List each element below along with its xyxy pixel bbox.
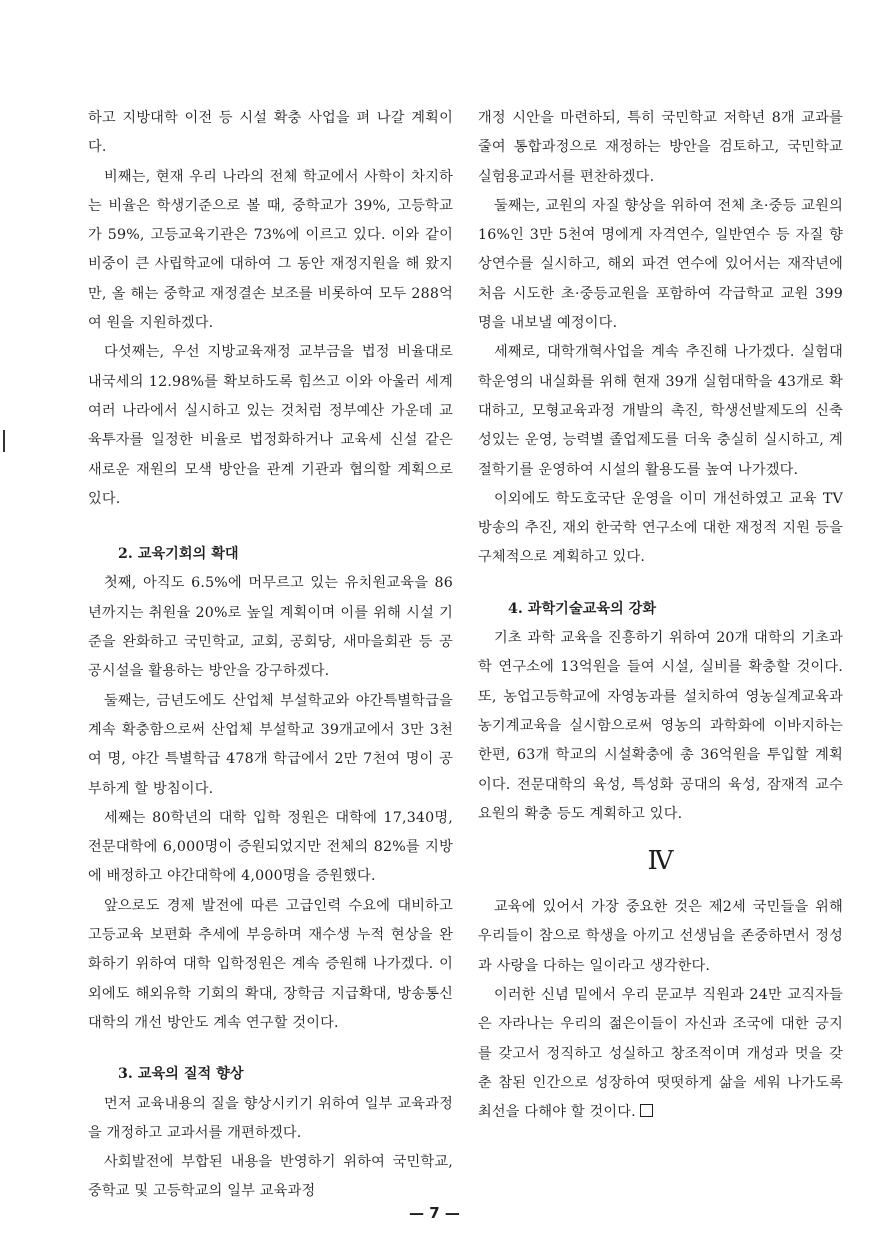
paragraph: 둘째는, 교원의 자질 향상을 위하여 전체 초·중등 교원의 16%인 3만 5천여 명에게 자격연수, 일반연수 등 자질 향상연수를 실시하고, 해외 파견 연수에 있어서는 재작년에 처음 시도한 초·중등교원을 포함하여 각급학교 교원 399명을 내보낼 예정이다. <box>478 197 843 332</box>
paragraph: 세째로, 대학개혁사업을 계속 추진해 나가겠다. 실험대학운영의 내실화를 위해 현재 39개 실험대학을 43개로 확대하고, 모형교육과정 개발의 촉진, 학생선발제도의 신축성있는 운영, 능력별 졸업제도를 더욱 충실히 실시하고, 계절학기를 운영하여 시설의 활용도를 높여 나가겠다. <box>478 344 843 478</box>
section-heading-4: 4. 과학기술교육의 강화 <box>508 600 657 617</box>
paragraph: 개정 시안을 마련하되, 특히 국민학교 저학년 8개 교과를 줄여 통합과정으로 재정하는 방안을 검토하고, 국민학교 실험용교과서를 편찬하겠다. <box>478 110 843 185</box>
paragraph: 비째는, 현재 우리 나라의 전체 학교에서 사학이 차지하는 비율은 학생기준으로 볼 때, 중학교가 39%, 고등학교가 59%, 고등교육기관은 73%에 이르고 있다. 이와 같이 비중이 큰 사립학교에 대하여 그 동안 재정지원을 해 왔지만, 올 해는 중학교 재정결손 보조를 비롯하여 모두 288억여 원을 지원하겠다. <box>88 168 453 332</box>
end-mark-icon <box>640 1104 653 1117</box>
roman-numeral-heading: Ⅳ <box>647 846 674 877</box>
paragraph: 세째는 80학년의 대학 입학 정원은 대학에 17,340명, 전문대학에 6,000명이 증원되었지만 전체의 82%를 지방에 배정하고 야간대학에 4,000명을 증원했다. <box>88 809 453 885</box>
scan-edge-mark <box>3 430 5 452</box>
paragraph: 다섯째는, 우선 지방교육재정 교부금을 법정 비율대로 내국세의 12.98%를 확보하도록 힘쓰고 이와 아울러 세계 여러 나라에서 실시하고 있는 것처럼 정부예산 가운데 교육투자를 일정한 비율로 법정화하거나 교육세 신설 같은 새로운 재원의 모색 방안을 관계 기관과 협의할 계획으로 있다. <box>88 344 453 507</box>
paragraph: 기초 과학 교육을 진흥하기 위하여 20개 대학의 기초과학 연구소에 13억원을 들여 시설, 실비를 확충할 것이다. 또, 농업고등학교에 자영농과를 설치하여 영농실계교육과 농기계교육을 실시함으로써 영농의 과학화에 이바지하는 한편, 63개 학교의 시설확충에 총 36억원을 투입할 계획이다. 전문대학의 육성, 특성화 공대의 육성, 잠재적 교수요원의 확충 등도 계획하고 있다. <box>478 630 843 822</box>
paragraph: 사회발전에 부합된 내용을 반영하기 위하여 국민학교, 중학교 및 고등학교의 일부 교육과정 <box>88 1154 453 1200</box>
page-number: — 7 — <box>409 1204 460 1222</box>
paragraph: 첫째, 아직도 6.5%에 머무르고 있는 유치원교육을 86년까지는 취원율 20%로 높일 계획이며 이를 위해 시설 기준을 완화하고 국민학교, 교회, 공회당, 새마을회관 등 공공시설을 활용하는 방안을 강구하겠다. <box>88 575 453 680</box>
left-column <box>88 104 453 1207</box>
paragraph: 교육에 있어서 가장 중요한 것은 제2세 국민들을 위해 우리들이 참으로 학생을 아끼고 선생님을 존중하면서 정성과 사랑을 다하는 일이라고 생각한다. <box>478 899 843 974</box>
right-column <box>478 104 843 1128</box>
paragraph: 하고 지방대학 이전 등 시설 확충 사업을 펴 나갈 계획이다. <box>88 110 453 156</box>
paragraph <box>478 981 843 1127</box>
paragraph: 이외에도 학도호국단 운영을 이미 개선하였고 교육 TV방송의 추진, 재외 한국학 연구소에 대한 재정적 지원 등을 구체적으로 계획하고 있다. <box>478 490 843 566</box>
paragraph-text: 이러한 신념 밑에서 우리 문교부 직원과 24만 교직자들은 자라나는 우리의 젊은이들이 자신과 조국에 대한 긍지를 갖고서 정직하고 성실하고 창조적이며 개성과 멋을 갖춘 참된 인간으로 성장하여 떳떳하게 삶을 세워 나가도록 최선을 다해야 할 것이다. <box>478 987 843 1121</box>
paragraph: 둘째는, 금년도에도 산업체 부설학교와 야간특별학급을 계속 확충함으로써 산업체 부설학교 39개교에서 3만 3천여 명, 야간 특별학급 478개 학급에서 2만 7천여 명이 공부하게 할 방침이다. <box>88 692 453 797</box>
paragraph: 먼저 교육내용의 질을 향상시키기 위하여 일부 교육과정을 개정하고 교과서를 개편하겠다. <box>88 1095 453 1141</box>
section-heading-2: 2. 교육기회의 확대 <box>118 546 239 563</box>
section-heading-3: 3. 교육의 질적 향상 <box>118 1066 244 1083</box>
paragraph: 앞으로도 경제 발전에 따른 고급인력 수요에 대비하고 고등교육 보편화 추세에 부응하며 재수생 누적 현상을 완화하기 위하여 대학 입학정원은 계속 증원해 나가겠다. 이외에도 해외유학 기회의 확대, 장학금 지급확대, 방송통신대학의 개선 방안도 계속 연구할 것이다. <box>88 897 453 1031</box>
